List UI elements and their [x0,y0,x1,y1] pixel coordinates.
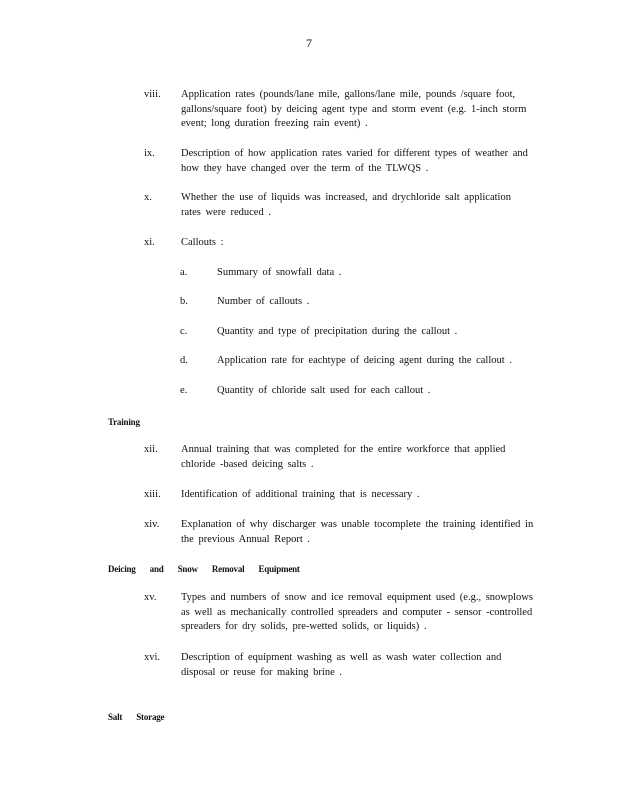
list-item-x [144,191,534,220]
callout-text: Summary of snowfall data . [217,267,342,278]
section-heading-training: Training [108,417,140,427]
item-text: Identification of additional training that is necessary . [181,489,420,500]
callout-item-c [180,325,540,340]
item-text: Annual training that was completed for the entire workforce that applied chloride -based deicing salts . [181,444,506,470]
page-number: 7 [306,36,312,50]
callout-letter: e. [180,385,188,396]
item-numeral: x. [144,192,152,203]
section-heading-salt-storage: Salt Storage [108,712,165,722]
callout-text: Number of callouts . [217,296,310,307]
callout-text: Application rate for eachtype of deicing agent during the callout . [217,355,512,366]
callout-letter: c. [180,326,188,337]
item-numeral: xv. [144,592,157,603]
item-text: Application rates (pounds/lane mile, gallons/lane mile, pounds /square foot, gallons/square foot) by deicing agent type and storm event (e.g. 1-inch storm event; long duration freezing rain event) . [181,89,527,129]
item-text: Callouts : [181,237,224,248]
list-item-xi [144,236,534,251]
list-item-ix [144,147,534,176]
callout-letter: a. [180,267,188,278]
item-text: Explanation of why discharger was unable tocomplete the training identified in the previous Annual Report . [181,519,534,545]
item-text: Description of how application rates varied for different types of weather and how they have changed over the term of the TLWQS . [181,148,528,174]
callout-item-b [180,295,540,310]
list-item-viii [144,88,534,132]
item-numeral: xi. [144,237,155,248]
list-item-xiii [144,488,534,503]
item-text: Description of equipment washing as well as wash water collection and disposal or reuse for making brine . [181,652,502,678]
callout-item-d [180,354,540,369]
section-heading-deicing: Deicing and Snow Removal Equipment [108,564,300,574]
item-numeral: xiv. [144,519,160,530]
list-item-xii [144,443,534,472]
list-item-xvi [144,651,534,680]
list-item-xv [144,591,534,635]
callout-text: Quantity of chloride salt used for each callout . [217,385,431,396]
callout-item-e [180,384,540,399]
callout-text: Quantity and type of precipitation during the callout . [217,326,458,337]
item-numeral: viii. [144,89,161,100]
callout-item-a [180,266,540,281]
item-numeral: xiii. [144,489,161,500]
item-text: Whether the use of liquids was increased, and drychloride salt application rates were reduced . [181,192,511,218]
item-numeral: xvi. [144,652,161,663]
item-numeral: xii. [144,444,158,455]
callout-letter: b. [180,296,188,307]
item-numeral: ix. [144,148,155,159]
callout-letter: d. [180,355,188,366]
list-item-xiv [144,518,534,547]
item-text: Types and numbers of snow and ice removal equipment used (e.g., snowplows as well as mechanically controlled spreaders and computer - sensor -controlled spreaders for dry solids, pre-wetted solids, or liquids) . [181,592,533,632]
